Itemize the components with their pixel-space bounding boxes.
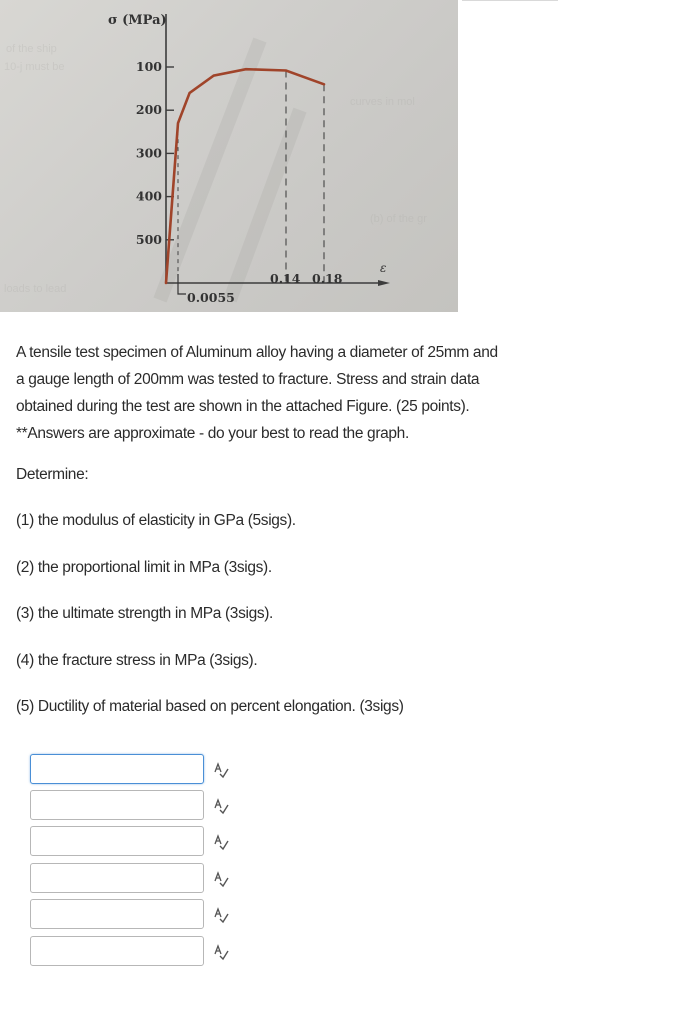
strain-label-b: 0.18 — [312, 271, 343, 286]
stress-strain-figure — [0, 0, 458, 312]
y-tick-label: 100 — [135, 59, 162, 74]
y-tick-label: 200 — [135, 102, 162, 118]
answer-input-6[interactable] — [30, 936, 204, 966]
svg-text:curves in mol: curves in mol — [350, 96, 415, 108]
answer-input-3[interactable] — [30, 826, 204, 856]
svg-text:10-j must be: 10-j must be — [4, 61, 65, 73]
y-tick-label: 500 — [135, 231, 162, 247]
spell-check-icon[interactable] — [212, 870, 230, 888]
question-part-1: (1) the modulus of elasticity in GPa (5sigs). — [16, 512, 296, 529]
svg-text:loads to lead: loads to lead — [4, 283, 67, 295]
spell-check-icon[interactable] — [212, 761, 230, 779]
question-part-3: (3) the ultimate strength in MPa (3sigs). — [16, 605, 274, 622]
spell-check-icon[interactable] — [212, 797, 230, 815]
top-divider — [462, 0, 558, 1]
svg-text:(b) of the gr: (b) of the gr — [370, 213, 427, 225]
x-axis-arrow — [378, 280, 390, 286]
y-tick-label: 400 — [135, 188, 162, 204]
y-tick-label: 300 — [135, 145, 162, 161]
svg-text:of the ship: of the ship — [6, 43, 57, 55]
strain-label-a: 0.14 — [270, 271, 301, 286]
stress-strain-chart — [0, 0, 458, 312]
answer-input-5[interactable] — [30, 899, 204, 929]
answer-input-4[interactable] — [30, 863, 204, 893]
answer-input-1[interactable] — [30, 754, 204, 784]
spell-check-icon[interactable] — [212, 833, 230, 851]
y-axis-label: σ (MPa) — [108, 13, 167, 28]
elastic-strain-label: 0.0055 — [187, 290, 235, 305]
question-part-4: (4) the fracture stress in MPa (3sigs). — [16, 652, 258, 669]
question-part-2: (2) the proportional limit in MPa (3sigs). — [16, 559, 272, 576]
spell-check-icon[interactable] — [212, 943, 230, 961]
determine-label: Determine: — [16, 466, 89, 483]
question-part-5: (5) Ductility of material based on percent elongation. (3sigs) — [16, 698, 404, 715]
x-axis-label: ε — [380, 261, 387, 275]
question-prompt: A tensile test specimen of Aluminum alloy having a diameter of 25mm and a gauge length of 200mm was tested to fracture. Stress and strain data obtained during the test are shown in the attached Figure. (25 points). **Answers are approximate - do your best to read the graph. — [16, 344, 498, 442]
elastic-strain-leader — [178, 274, 186, 294]
answer-input-2[interactable] — [30, 790, 204, 820]
spell-check-icon[interactable] — [212, 906, 230, 924]
